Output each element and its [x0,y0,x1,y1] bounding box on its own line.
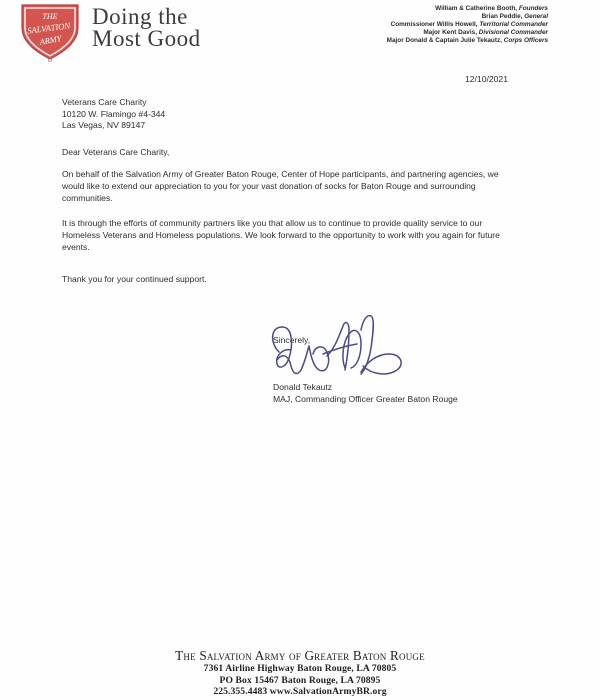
salutation: Dear Veterans Care Charity, [62,147,170,157]
officer-role: Divisional Commander [478,29,548,37]
shield-text-the: THE [42,12,58,21]
officer-row [387,29,548,37]
officer-row [387,37,548,45]
officer-name: Major Kent Davis, [423,29,477,37]
salvation-army-shield-logo [14,2,86,62]
officer-row [387,21,548,29]
recipient-name: Veterans Care Charity [62,97,147,107]
letter-date: 12/10/2021 [464,74,508,84]
tagline-line-1: Doing the [92,4,188,29]
signer-info [273,382,458,405]
thank-you-line: Thank you for your continued support. [62,274,207,284]
recipient-city-state-zip: Las Vegas, NV 89147 [62,120,146,131]
officer-role: General [524,13,548,21]
officer-name: Major Donald & Captain Julie Tekautz, [386,37,502,45]
signer-title: MAJ, Commanding Officer Greater Baton Rouge [273,393,458,404]
shield-icon [14,2,86,62]
officer-name: Commissioner Willis Howell, [390,21,478,29]
letterhead [0,0,600,66]
footer-street-address: 7361 Airline Highway Baton Rouge, LA 70805 [203,663,397,675]
officer-row [387,5,548,13]
officer-role: Territorial Commander [479,21,548,29]
recipient-street: 10120 W. Flamingo #4-344 [62,108,166,119]
footer-contact: 225.355.4483 www.SalvationArmyBR.org [213,686,387,698]
body-paragraph-1: On behalf of the Salvation Army of Greater Baton Rouge, Center of Hope participants, and partnering agencies, we would like to extend our appreciation to you for your vast donation of socks for Baton Rouge and surrounding communities. [62,169,499,204]
officer-row [387,13,548,21]
officer-name: Brian Peddle, [481,13,523,21]
shield-text-army: ARMY [39,34,63,47]
officers-list [387,5,548,45]
footer-organization: The Salvation Army of Greater Baton Rouge [175,648,425,664]
signer-name: Donald Tekautz [273,382,333,392]
officer-role: Corps Officers [503,37,548,45]
tagline [92,6,201,50]
shield-text-salvation: SALVATION [26,20,71,36]
signature-block [273,318,533,408]
body-paragraph-2: It is through the efforts of community partners like you that allow us to continue to provide quality service to our Homeless Veterans and Homeless populations. We look forward to the opportunity to work with you again for future events. [62,218,500,253]
officer-name: William & Catherine Booth, [435,5,518,12]
officer-role: Founders [518,5,548,12]
footer-po-box: PO Box 15467 Baton Rouge, LA 70895 [219,674,381,686]
handwritten-signature-icon [265,308,425,388]
page-footer [0,648,600,698]
recipient-address [62,97,165,132]
tagline-line-2: Most Good [92,26,201,51]
closing-salutation: Sincerely, [273,335,311,345]
